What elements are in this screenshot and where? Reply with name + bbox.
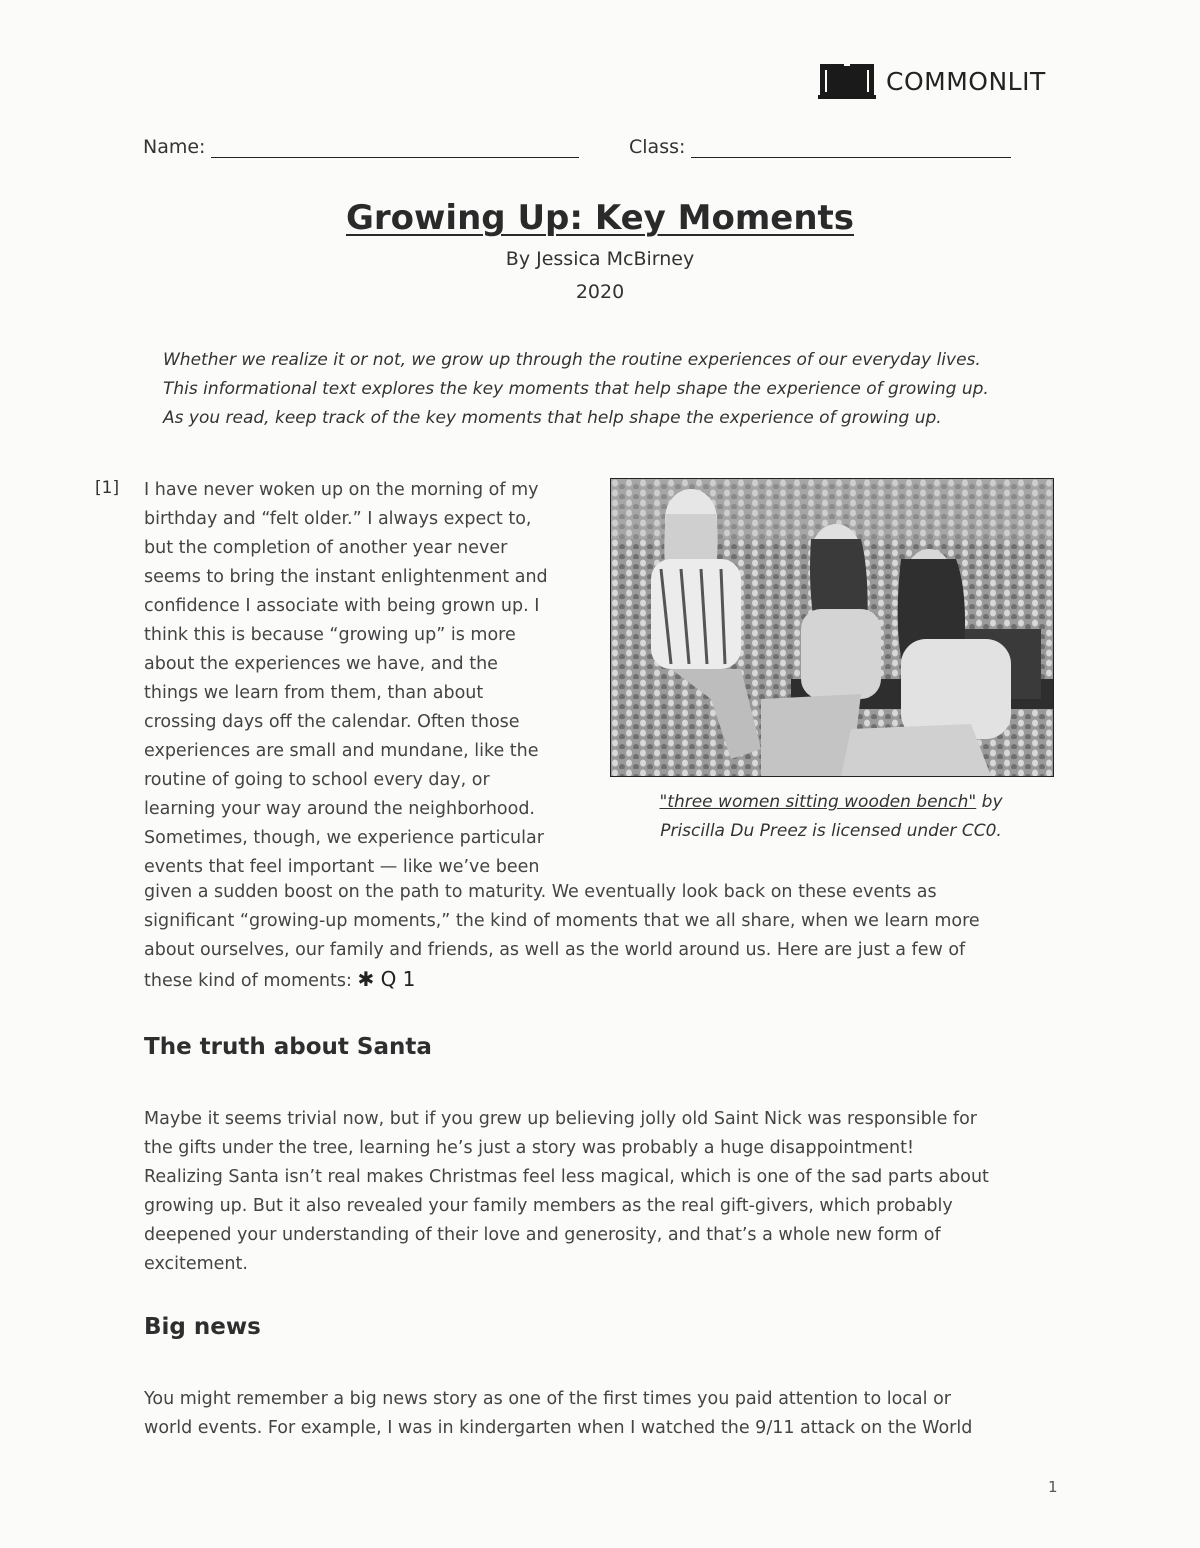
text-line: things we learn from them, than about xyxy=(144,683,484,703)
name-line[interactable] xyxy=(211,137,579,158)
text-line: events that feel important — like we’ve been xyxy=(144,857,540,877)
page-number: 1 xyxy=(1048,1478,1058,1496)
caption-license: Priscilla Du Preez is licensed under CC0. xyxy=(660,821,1002,841)
logo-text: COMMONLIT xyxy=(886,66,1046,96)
text-line: growing up. But it also revealed your family members as the real gift-givers, which probably xyxy=(144,1196,953,1216)
paragraph-1-full xyxy=(144,878,980,996)
name-label: Name: xyxy=(143,136,206,158)
text-line: seems to bring the instant enlightenment and xyxy=(144,567,548,587)
section-body-news xyxy=(144,1385,972,1443)
paragraph-number: [1] xyxy=(95,478,120,498)
text-line: significant “growing-up moments,” the kind of moments that we all share, when we learn more xyxy=(144,911,980,931)
figure-caption xyxy=(600,788,1062,846)
caption-link[interactable]: "three women sitting wooden bench" xyxy=(659,792,977,812)
open-book-icon xyxy=(818,62,876,100)
text-line: birthday and “felt older.” I always expect to, xyxy=(144,509,532,529)
text-line: given a sudden boost on the path to maturity. We eventually look back on these events as xyxy=(144,882,937,902)
text-line: think this is because “growing up” is more xyxy=(144,625,516,645)
text-line: world events. For example, I was in kindergarten when I watched the 9/11 attack on the World xyxy=(144,1418,973,1438)
text-line: experiences are small and mundane, like the xyxy=(144,741,539,761)
text-line: excitement. xyxy=(144,1254,248,1274)
class-line[interactable] xyxy=(691,137,1011,158)
name-field[interactable] xyxy=(143,136,579,158)
class-label: Class: xyxy=(629,136,686,158)
caption-by: by xyxy=(976,792,1003,812)
text-line: Sometimes, though, we experience particular xyxy=(144,828,544,848)
intro-line: Whether we realize it or not, we grow up through the routine experiences of our everyday lives. xyxy=(163,350,981,370)
text-line: about ourselves, our family and friends, as well as the world around us. Here are just a few of xyxy=(144,940,966,960)
text-line: routine of going to school every day, or xyxy=(144,770,490,790)
intro-line: This informational text explores the key moments that help shape the experience of growing up. xyxy=(163,379,989,399)
paragraph-1-wrapped xyxy=(144,476,548,882)
text-line: these kind of moments: ✱ Q 1 xyxy=(144,967,416,991)
handwritten-annotation: ✱ Q 1 xyxy=(357,967,416,991)
section-heading-news: Big news xyxy=(144,1314,261,1340)
class-field[interactable] xyxy=(629,136,1011,158)
page-title: Growing Up: Key Moments xyxy=(345,198,855,238)
text-line: learning your way around the neighborhood. xyxy=(144,799,535,819)
intro-text xyxy=(163,346,1063,433)
text-line: You might remember a big news story as one of the first times you paid attention to local or xyxy=(144,1389,951,1409)
text-line: confidence I associate with being grown up. I xyxy=(144,596,540,616)
text-line: but the completion of another year never xyxy=(144,538,508,558)
text-line: crossing days off the calendar. Often those xyxy=(144,712,520,732)
text-line: I have never woken up on the morning of my xyxy=(144,480,539,500)
figure-photo xyxy=(610,478,1054,777)
text-line: Maybe it seems trivial now, but if you grew up believing jolly old Saint Nick was responsible for xyxy=(144,1109,977,1129)
intro-line: As you read, keep track of the key moments that help shape the experience of growing up. xyxy=(163,408,942,428)
publication-year: 2020 xyxy=(575,281,625,303)
text-line: deepened your understanding of their love and generosity, and that’s a whole new form of xyxy=(144,1225,941,1245)
commonlit-logo xyxy=(818,62,1046,100)
section-heading-santa: The truth about Santa xyxy=(144,1034,432,1060)
text-line: the gifts under the tree, learning he’s just a story was probably a huge disappointment! xyxy=(144,1138,915,1158)
text-line: Realizing Santa isn’t real makes Christmas feel less magical, which is one of the sad parts about xyxy=(144,1167,989,1187)
byline: By Jessica McBirney xyxy=(505,248,695,270)
section-body-santa xyxy=(144,1105,989,1279)
text-line: about the experiences we have, and the xyxy=(144,654,498,674)
